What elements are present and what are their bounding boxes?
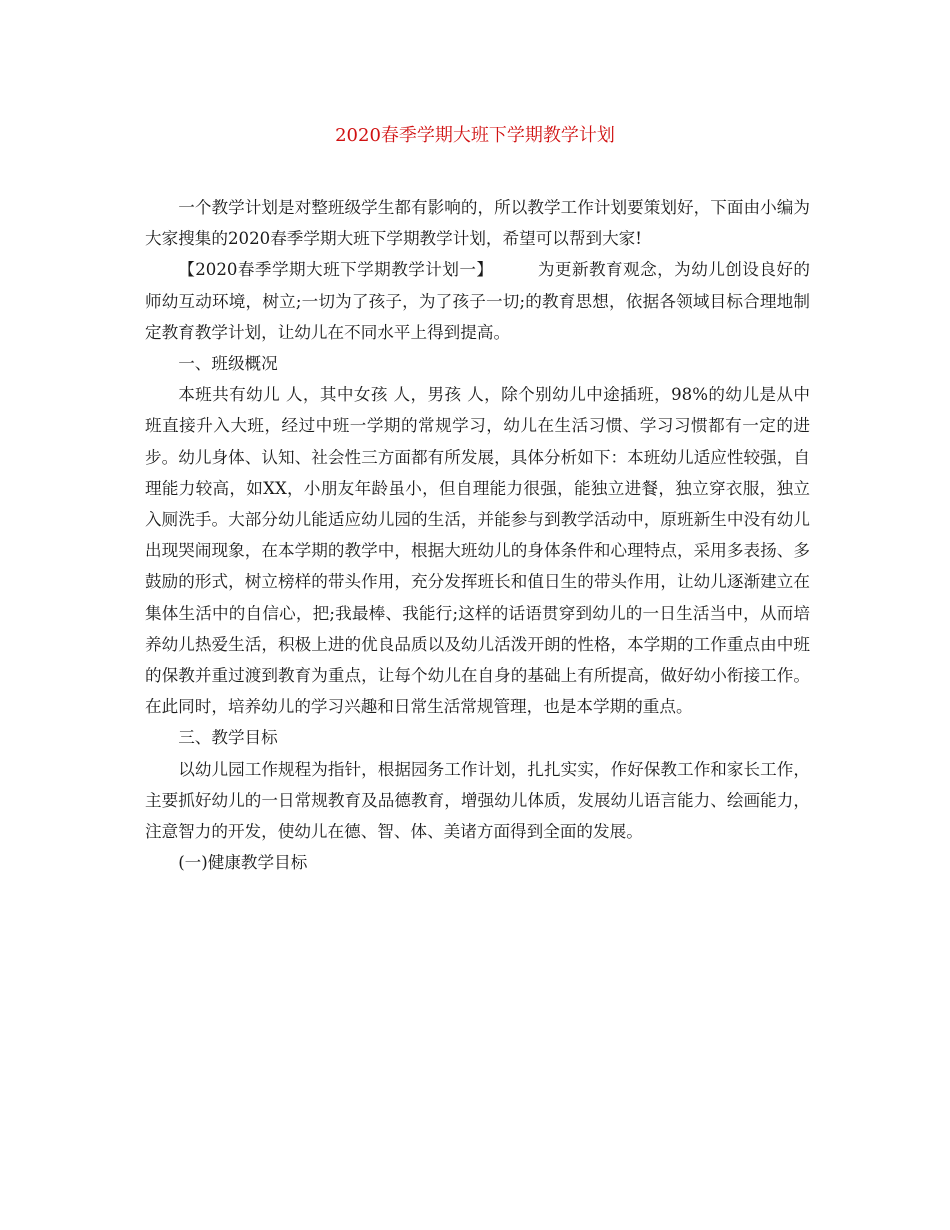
section-heading-class-overview: 一、班级概况	[178, 354, 278, 374]
document-title: 2020春季学期大班下学期教学计划	[335, 125, 615, 146]
section-heading-teaching-goals: 三、教学目标	[178, 728, 278, 748]
plan-intro: 为更新教育观念，为幼儿创设良好的师幼互动环境，树立;一切为了孩子，为了孩子一切;的教育思想，依据各领域目标合理地制定教育教学计划，让幼儿在不同水平上得到提高。	[145, 260, 811, 342]
teaching-goals-paragraph: 以幼儿园工作规程为指针，根据园务工作计划，扎扎实实，作好保教工作和家长工作，主要抓好幼儿的一日常规教育及品德教育，增强幼儿体质，发展幼儿语言能力、绘画能力，注意智力的开发，使幼儿在德、智、体、美诸方面得到全面的发展。	[145, 759, 810, 842]
class-overview-paragraph: 本班共有幼儿 人，其中女孩 人，男孩 人，除个别幼儿中途插班，98%的幼儿是从中班直接升入大班，经过中班一学期的常规学习，幼儿在生活习惯、学习习惯都有一定的进步。幼儿身体、认知、社会性三方面都有所发展，具体分析如下：本班幼儿适应性较强，自理能力较高，如XX，小朋友年龄虽小，但自理能力很强，能独立进餐，独立穿衣服，独立入厕洗手。大部分幼儿能适应幼儿园的生活，并能参与到教学活动中，原班新生中没有幼儿出现哭闹现象，在本学期的教学中，根据大班幼儿的身体条件和心理特点，采用多表扬、多鼓励的形式，树立榜样的带头作用，充分发挥班长和值日生的带头作用，让幼儿逐渐建立在集体生活中的自信心，把;我最棒、我能行;这样的话语贯穿到幼儿的一日生活当中，从而培养幼儿热爱生活，积极上进的优良品质以及幼儿活泼开朗的性格，本学期的工作重点由中班的保教并重过渡到教育为重点，让每个幼儿在自身的基础上有所提高，做好幼小衔接工作。在此同时，培养幼儿的学习兴趣和日常生活常规管理，也是本学期的重点。	[145, 385, 810, 717]
plan-paragraph	[145, 254, 810, 348]
document-body	[145, 192, 810, 878]
subsection-heading-health-goals: (一)健康教学目标	[178, 853, 308, 873]
plan-label: 【2020春季学期大班下学期教学计划一】	[178, 260, 494, 280]
intro-paragraph: 一个教学计划是对整班级学生都有影响的，所以教学工作计划要策划好，下面由小编为大家搜集的2020春季学期大班下学期教学计划，希望可以帮到大家!	[145, 198, 810, 249]
